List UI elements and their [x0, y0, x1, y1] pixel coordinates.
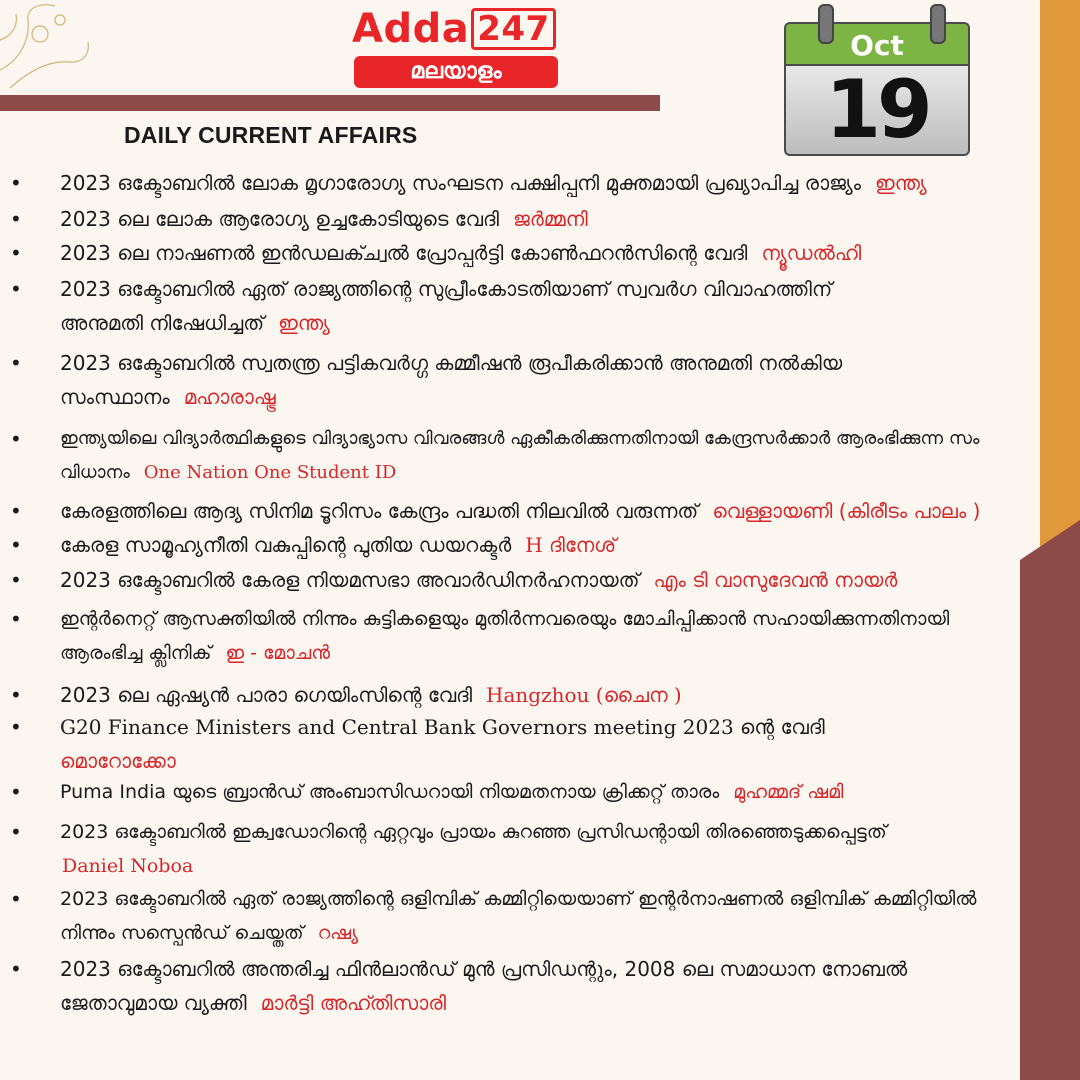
item-question: ഇന്ത്യയിലെ വിദ്യാർത്ഥികളുടെ വിദ്യാഭ്യാസ വിവരങ്ങൾ ഏകീകരിക്കുന്നതിനായി കേന്ദ്രസർക്കാർ ആരംഭിക്കുന്ന സം: [60, 428, 980, 449]
list-item: [10, 346, 843, 414]
item-question: 2023 ലെ ലോക ആരോഗ്യ ഉച്ചകോടിയുടെ വേദി: [60, 207, 499, 231]
bullet-icon: •: [10, 351, 22, 375]
logo-language-badge: മലയാളം: [354, 56, 558, 88]
item-question: G20 Finance Ministers and Central Bank Governors meeting 2023 ന്റെ വേദി: [60, 715, 825, 739]
item-question: 2023 ഒക്ടോബറിൽ ലോക മൃഗാരോഗ്യ സംഘടന പക്ഷിപ്പനി മുക്തമായി പ്രഖ്യാപിച്ച രാജ്യം: [60, 171, 861, 195]
item-question-continued: സംസ്ഥാനം: [60, 385, 170, 409]
decorative-orange-band: [1040, 0, 1080, 560]
item-question: 2023 ലെ നാഷണൽ ഇൻഡലക്ച്വൽ പ്രോപ്പർട്ടി കോൺഫറൻസിന്റെ വേദി: [60, 241, 748, 265]
item-answer: റഷ്യ: [317, 922, 359, 944]
bullet-icon: •: [10, 607, 22, 631]
list-item: [10, 710, 825, 778]
item-question: ഇന്റർനെറ്റ് ആസക്തിയിൽ നിന്നും കുട്ടികളെയും മുതിർന്നവരെയും മോചിപ്പിക്കാൻ സഹായിക്കുന്നതിനായി: [60, 608, 950, 630]
bullet-icon: •: [10, 207, 22, 231]
item-answer: ഇ - മോചൻ: [225, 642, 331, 664]
page-title: DAILY CURRENT AFFAIRS: [124, 122, 418, 148]
item-question: 2023 ലെ ഏഷ്യൻ പാരാ ഗെയിംസിന്റെ വേദി: [60, 683, 473, 707]
item-answer: ന്യൂഡൽഹി: [761, 241, 862, 265]
list-item: [10, 882, 977, 950]
calendar-ring-icon: [930, 4, 946, 44]
bullet-icon: •: [10, 427, 22, 451]
bullet-icon: •: [10, 887, 22, 911]
list-item: [10, 528, 617, 562]
item-answer: മഹാരാഷ്ട്ര: [183, 385, 276, 409]
item-answer: Daniel Noboa: [62, 855, 194, 877]
logo-wordmark: [352, 6, 562, 52]
item-answer: ഇന്ത്യ: [278, 311, 330, 335]
list-item: [10, 952, 908, 1020]
logo-number: 247: [471, 8, 555, 50]
item-question-continued: നിന്നും സസ്പെൻഡ് ചെയ്തത്: [60, 922, 304, 944]
item-question-continued: ജേതാവുമായ വ്യക്തി: [60, 991, 247, 1015]
item-answer: H ദിനേശ്: [525, 533, 617, 557]
item-question: Puma India യുടെ ബ്രാൻഡ് അംബാസിഡറായി നിയമതനായ ക്രിക്കറ്റ് താരം: [60, 781, 720, 803]
list-item: [10, 494, 981, 528]
bullet-icon: •: [10, 277, 22, 301]
item-question: 2023 ഒക്ടോബറിൽ ഏത് രാജ്യത്തിന്റെ സുപ്രീംകോടതിയാണ് സ്വവർഗ വിവാഹത്തിന്: [60, 277, 833, 301]
item-question: കേരളത്തിലെ ആദ്യ സിനിമ ടൂറിസം കേന്ദ്രം പദ്ധതി നിലവിൽ വരുന്നത്: [60, 499, 699, 523]
bullet-icon: •: [10, 957, 22, 981]
bullet-icon: •: [10, 820, 22, 844]
item-question: 2023 ഒക്ടോബറിൽ കേരള നിയമസഭാ അവാർഡിനർഹനായത്: [60, 568, 640, 592]
bullet-icon: •: [10, 715, 22, 739]
header-divider-bar: [0, 95, 660, 111]
calendar-month: Oct: [784, 22, 970, 66]
list-item: [10, 236, 862, 270]
calendar-ring-icon: [818, 4, 834, 44]
calendar-icon: [780, 0, 980, 165]
bullet-icon: •: [10, 499, 22, 523]
list-item: [10, 775, 844, 809]
item-question: കേരള സാമൂഹ്യനീതി വകുപ്പിന്റെ പുതിയ ഡയറക്ടർ: [60, 533, 512, 557]
item-answer: Hangzhou (ചൈന ): [486, 683, 682, 707]
bullet-icon: •: [10, 683, 22, 707]
item-answer: എം ടി വാസുദേവൻ നായർ: [653, 568, 898, 592]
bullet-icon: •: [10, 241, 22, 265]
item-question: 2023 ഒക്ടോബറിൽ അന്തരിച്ച ഫിൻലാൻഡ് മുൻ പ്രസിഡന്റും, 2008 ലെ സമാധാന നോബൽ: [60, 957, 908, 981]
item-answer: ജർമ്മനി: [512, 207, 588, 231]
item-question-continued: അനുമതി നിഷേധിച്ചത്: [60, 311, 265, 335]
item-answer: മുഹമ്മദ് ഷമി: [733, 781, 844, 803]
list-item: [10, 602, 950, 670]
item-answer: മാർട്ടി അഹ്തിസാരി: [260, 991, 447, 1015]
decorative-ornament: [0, 0, 95, 90]
item-question-continued: ആരംഭിച്ച ക്ലിനിക്: [60, 642, 212, 664]
adda247-logo: [352, 6, 562, 88]
list-item: [10, 678, 682, 712]
calendar-day: 19: [784, 64, 970, 156]
decorative-maroon-shape: [1020, 520, 1080, 1080]
item-answer: ഇന്ത്യ: [875, 171, 927, 195]
item-question: 2023 ഒക്ടോബറിൽ ഏത് രാജ്യത്തിന്റെ ഒളിമ്പിക് കമ്മിറ്റിയെയാണ് ഇന്റർനാഷണൽ ഒളിമ്പിക് കമ്മിറ്റിയിൽ: [60, 888, 977, 910]
list-item: [10, 272, 833, 340]
item-answer: മൊറോക്കോ: [60, 749, 176, 773]
item-answer: വെള്ളായണി (കിരീടം പാലം ): [712, 499, 981, 523]
item-question-continued: വിധാനം: [60, 462, 130, 483]
list-item: [10, 815, 887, 883]
item-question: 2023 ഒക്ടോബറിൽ സ്വതന്ത്ര പട്ടികവർഗ്ഗ കമ്മീഷൻ രൂപീകരിക്കാൻ അനുമതി നൽകിയ: [60, 351, 843, 375]
bullet-icon: •: [10, 780, 22, 804]
list-item: [10, 563, 898, 597]
bullet-icon: •: [10, 568, 22, 592]
logo-name: Adda: [352, 6, 470, 52]
list-item: [10, 202, 588, 236]
list-item: [10, 166, 927, 200]
list-item: [10, 422, 980, 490]
item-answer: One Nation One Student ID: [143, 462, 397, 483]
bullet-icon: •: [10, 533, 22, 557]
item-question: 2023 ഒക്ടോബറിൽ ഇക്വഡോറിന്റെ ഏറ്റവും പ്രായം കുറഞ്ഞ പ്രസിഡന്റായി തിരഞ്ഞെടുക്കപ്പെട്ടത്: [60, 821, 887, 843]
bullet-icon: •: [10, 171, 22, 195]
